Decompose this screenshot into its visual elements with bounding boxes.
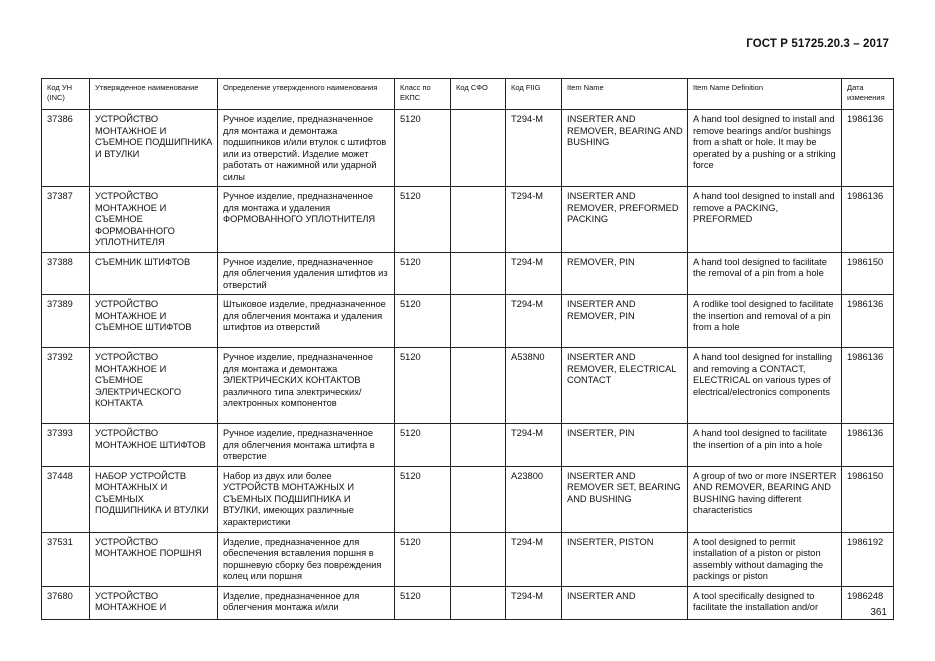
fiig-cell: T294-M <box>506 532 562 586</box>
fiig-cell: A23800 <box>506 466 562 532</box>
date-cell: 1986136 <box>842 348 894 424</box>
table-row <box>42 348 894 424</box>
item-name-cell: INSERTER, PISTON <box>562 532 688 586</box>
fiig-cell: T294-M <box>506 586 562 619</box>
date-cell: 1986136 <box>842 110 894 187</box>
name-ru-cell: УСТРОЙСТВО МОНТАЖНОЕ И СЪЕМНОЕ ФОРМОВАННОГО УПЛОТНИТЕЛЯ <box>90 187 218 253</box>
ekps-cell: 5120 <box>395 466 451 532</box>
column-header: Item Name <box>562 79 688 110</box>
date-cell: 1986136 <box>842 424 894 467</box>
document-id: ГОСТ Р 51725.20.3 – 2017 <box>746 38 889 50</box>
registry-table <box>41 78 894 620</box>
date-cell: 1986136 <box>842 187 894 253</box>
sfo-cell <box>451 187 506 253</box>
name-ru-cell: НАБОР УСТРОЙСТВ МОНТАЖНЫХ И СЪЕМНЫХ ПОДШИПНИКА И ВТУЛКИ <box>90 466 218 532</box>
definition-en-cell: A tool specifically designed to facilitate the installation and/or <box>688 586 842 619</box>
sfo-cell <box>451 348 506 424</box>
definition-ru-cell: Ручное изделие, предназначенное для облегчения удаления штифтов из отверстий <box>218 252 395 295</box>
code-cell: 37389 <box>42 295 90 348</box>
ekps-cell: 5120 <box>395 586 451 619</box>
ekps-cell: 5120 <box>395 532 451 586</box>
column-header: Класс по ЕКПС <box>395 79 451 110</box>
column-header: Код УН (INC) <box>42 79 90 110</box>
definition-en-cell: A tool designed to permit installation of a piston or piston assembly without damaging the packings or piston <box>688 532 842 586</box>
definition-ru-cell: Штыковое изделие, предназначенное для облегчения монтажа и удаления штифтов из отверстий <box>218 295 395 348</box>
fiig-cell: A538N0 <box>506 348 562 424</box>
item-name-cell: INSERTER AND REMOVER SET, BEARING AND BUSHING <box>562 466 688 532</box>
date-cell: 1986150 <box>842 252 894 295</box>
ekps-cell: 5120 <box>395 252 451 295</box>
fiig-cell: T294-M <box>506 424 562 467</box>
fiig-cell: T294-M <box>506 252 562 295</box>
name-ru-cell: УСТРОЙСТВО МОНТАЖНОЕ И СЪЕМНОЕ ПОДШИПНИКА И ВТУЛКИ <box>90 110 218 187</box>
column-header: Определение утвержденного наименования <box>218 79 395 110</box>
table-header <box>42 79 894 110</box>
header-row <box>42 79 894 110</box>
table-row <box>42 424 894 467</box>
item-name-cell: INSERTER AND REMOVER, BEARING AND BUSHING <box>562 110 688 187</box>
code-cell: 37392 <box>42 348 90 424</box>
definition-ru-cell: Изделие, предназначенное для обеспечения вставления поршня в поршневую сборку без повреждения колец или поршня <box>218 532 395 586</box>
date-cell: 1986192 <box>842 532 894 586</box>
definition-en-cell: A hand tool designed to install and remove bearings and/or bushings from a shaft or hole. It may be operated by a pushing or a striking force <box>688 110 842 187</box>
table-row <box>42 466 894 532</box>
definition-en-cell: A hand tool designed to facilitate the removal of a pin from a hole <box>688 252 842 295</box>
item-name-cell: INSERTER AND REMOVER, PIN <box>562 295 688 348</box>
code-cell: 37680 <box>42 586 90 619</box>
definition-ru-cell: Ручное изделие, предназначенное для монтажа и демонтажа ЭЛЕКТРИЧЕСКИХ КОНТАКТОВ различного типа электрических/электронных компонентов <box>218 348 395 424</box>
code-cell: 37386 <box>42 110 90 187</box>
column-header: Код FIIG <box>506 79 562 110</box>
ekps-cell: 5120 <box>395 187 451 253</box>
item-name-cell: REMOVER, PIN <box>562 252 688 295</box>
sfo-cell <box>451 586 506 619</box>
sfo-cell <box>451 295 506 348</box>
table-row <box>42 252 894 295</box>
date-cell: 1986248 <box>842 586 894 619</box>
definition-ru-cell: Ручное изделие, предназначенное для облегчения монтажа штифта в отверстие <box>218 424 395 467</box>
table-row <box>42 586 894 619</box>
table-row <box>42 295 894 348</box>
column-header: Item Name Definition <box>688 79 842 110</box>
definition-en-cell: A hand tool designed to facilitate the insertion of a pin into a hole <box>688 424 842 467</box>
definition-ru-cell: Изделие, предназначенное для облегчения монтажа и/или <box>218 586 395 619</box>
sfo-cell <box>451 252 506 295</box>
name-ru-cell: УСТРОЙСТВО МОНТАЖНОЕ И <box>90 586 218 619</box>
table-row <box>42 187 894 253</box>
code-cell: 37387 <box>42 187 90 253</box>
name-ru-cell: УСТРОЙСТВО МОНТАЖНОЕ И СЪЕМНОЕ ЭЛЕКТРИЧЕСКОГО КОНТАКТА <box>90 348 218 424</box>
item-name-cell: INSERTER AND REMOVER, ELECTRICAL CONTACT <box>562 348 688 424</box>
fiig-cell: T294-M <box>506 187 562 253</box>
item-name-cell: INSERTER AND <box>562 586 688 619</box>
code-cell: 37531 <box>42 532 90 586</box>
ekps-cell: 5120 <box>395 110 451 187</box>
sfo-cell <box>451 466 506 532</box>
ekps-cell: 5120 <box>395 295 451 348</box>
column-header: Утвержденное наименование <box>90 79 218 110</box>
definition-en-cell: A group of two or more INSERTER AND REMOVER, BEARING AND BUSHING having different characteristics <box>688 466 842 532</box>
definition-en-cell: A hand tool designed to install and remove a PACKING, PREFORMED <box>688 187 842 253</box>
column-header: Код СФО <box>451 79 506 110</box>
name-ru-cell: УСТРОЙСТВО МОНТАЖНОЕ ПОРШНЯ <box>90 532 218 586</box>
date-cell: 1986150 <box>842 466 894 532</box>
definition-en-cell: A rodlike tool designed to facilitate the insertion and removal of a pin from a hole <box>688 295 842 348</box>
name-ru-cell: УСТРОЙСТВО МОНТАЖНОЕ И СЪЕМНОЕ ШТИФТОВ <box>90 295 218 348</box>
page-number: 361 <box>870 607 887 618</box>
sfo-cell <box>451 424 506 467</box>
item-name-cell: INSERTER, PIN <box>562 424 688 467</box>
item-name-cell: INSERTER AND REMOVER, PREFORMED PACKING <box>562 187 688 253</box>
table-row <box>42 110 894 187</box>
fiig-cell: T294-M <box>506 295 562 348</box>
table-body <box>42 110 894 620</box>
ekps-cell: 5120 <box>395 424 451 467</box>
code-cell: 37448 <box>42 466 90 532</box>
ekps-cell: 5120 <box>395 348 451 424</box>
sfo-cell <box>451 532 506 586</box>
date-cell: 1986136 <box>842 295 894 348</box>
column-header: Дата изменения <box>842 79 894 110</box>
name-ru-cell: СЪЕМНИК ШТИФТОВ <box>90 252 218 295</box>
fiig-cell: T294-M <box>506 110 562 187</box>
definition-ru-cell: Набор из двух или более УСТРОЙСТВ МОНТАЖНЫХ И СЪЕМНЫХ ПОДШИПНИКА И ВТУЛКИ, имеющих различные характеристики <box>218 466 395 532</box>
definition-en-cell: A hand tool designed for installing and removing a CONTACT, ELECTRICAL on various types of electrical/electronics components <box>688 348 842 424</box>
name-ru-cell: УСТРОЙСТВО МОНТАЖНОЕ ШТИФТОВ <box>90 424 218 467</box>
table-row <box>42 532 894 586</box>
definition-ru-cell: Ручное изделие, предназначенное для монтажа и демонтажа подшипников и/или втулок с штифтов или из отверстий. Изделие может работать от нажимной или ударной силы <box>218 110 395 187</box>
sfo-cell <box>451 110 506 187</box>
code-cell: 37393 <box>42 424 90 467</box>
definition-ru-cell: Ручное изделие, предназначенное для монтажа и удаления ФОРМОВАННОГО УПЛОТНИТЕЛЯ <box>218 187 395 253</box>
code-cell: 37388 <box>42 252 90 295</box>
